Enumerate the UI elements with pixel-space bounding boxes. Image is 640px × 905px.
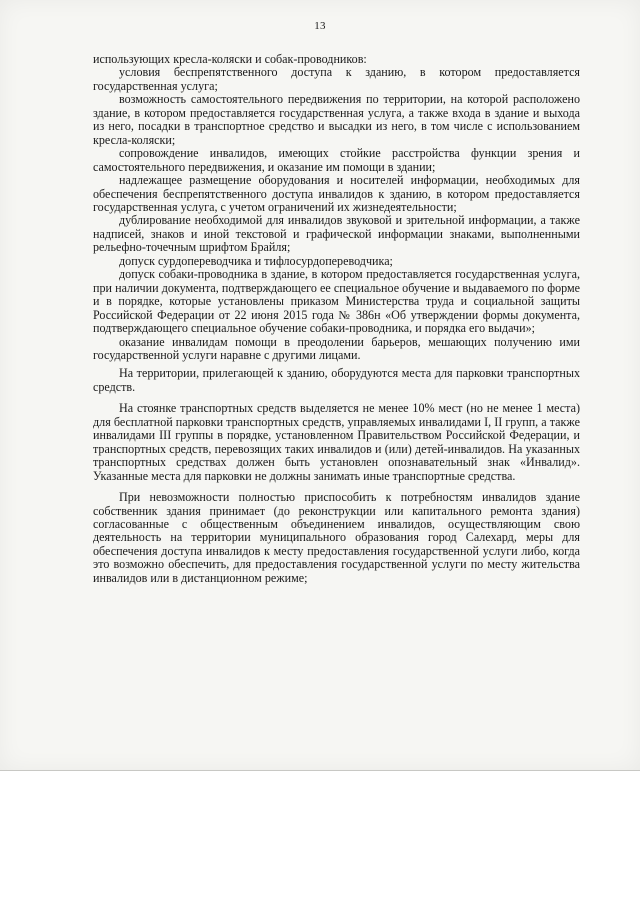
paragraph-escort: сопровождение инвалидов, имеющих стойкие расстройства функции зрения и самостоятельного передвижения, и оказание им помощи в здании; [93,146,580,174]
paragraph-equipment-placement: надлежащее размещение оборудования и носителей информации, необходимых для обеспечения беспрепятственного доступа инвалидов к зданию, в котором предоставляется государственная услуга, с учетом ограничений их жизнедеятельности; [93,173,580,214]
page-number: 13 [314,20,326,32]
blank-margin [0,771,640,905]
paragraph-sign-interpreter: допуск сурдопереводчика и тифлосурдопереводчика; [119,253,393,268]
paragraph-access-conditions: условия беспрепятственного доступа к зданию, в котором предоставляется государственная услуга; [93,65,580,93]
paragraph-continuation: использующих кресла-коляски и собак-проводников: [93,52,367,66]
paragraph-building-adaptation: При невозможности полностью приспособить к потребностям инвалидов здание собственник здания принимает (до реконструкции или капитального ремонта здания) согласованные с общественным объединением инвалидов, осуществляющим свою деятельность на территории муниципального образования город Салехард, меры для обеспечения доступа инвалидов к месту предоставления государственной услуги либо, когда это возможно обеспечить, для предоставления государственной услуги по месту жительства инвалидов или в дистанционном режиме; [93,490,580,585]
paragraph-independent-movement: возможность самостоятельного передвижения по территории, на которой расположено здание, в котором предоставляется государственная услуга, а также входа в здание и выхода из него, посадки в транспортное средство и высадки из него, в том числе с использованием кресла-коляски; [93,92,580,147]
paragraph-parking-quota: На стоянке транспортных средств выделяется не менее 10% мест (но не менее 1 места) для бесплатной парковки транспортных средств, управляемых инвалидами I, II групп, а также инвалидами III группы в порядке, установленном Правительством Российской Федерации, и транспортных средств, перевозящих таких инвалидов и (или) детей-инвалидов. На указанных транспортных средствах должен быть установлен опознавательный знак «Инвалид». Указанные места для парковки не должны занимать иные транспортные средства. [93,401,580,483]
paragraph-parking-area: На территории, прилегающей к зданию, оборудуются места для парковки транспортных средств. [93,366,580,394]
paragraph-braille-duplication: дублирование необходимой для инвалидов звуковой и зрительной информации, а также надписей, знаков и иной текстовой и графической информации знаками, выполненными рельефно-точечным шрифтом Брайля; [93,213,580,255]
document-body [93,53,580,585]
paragraph-barrier-assistance: оказание инвалидам помощи в преодолении барьеров, мешающих получению ими государственной услуги наравне с другими лицами. [93,334,580,362]
paragraph-guide-dog: допуск собаки-проводника в здание, в котором предоставляется государственная услуга, при наличии документа, подтверждающего ее специальное обучение и выдаваемого по форме и в порядке, которые установлены приказом Министерства труда и социальной защиты Российской Федерации от 22 июня 2015 года № 386н «Об утверждении формы документа, подтверждающего специальное обучение собаки-проводника, и порядка его выдачи»; [93,267,580,336]
